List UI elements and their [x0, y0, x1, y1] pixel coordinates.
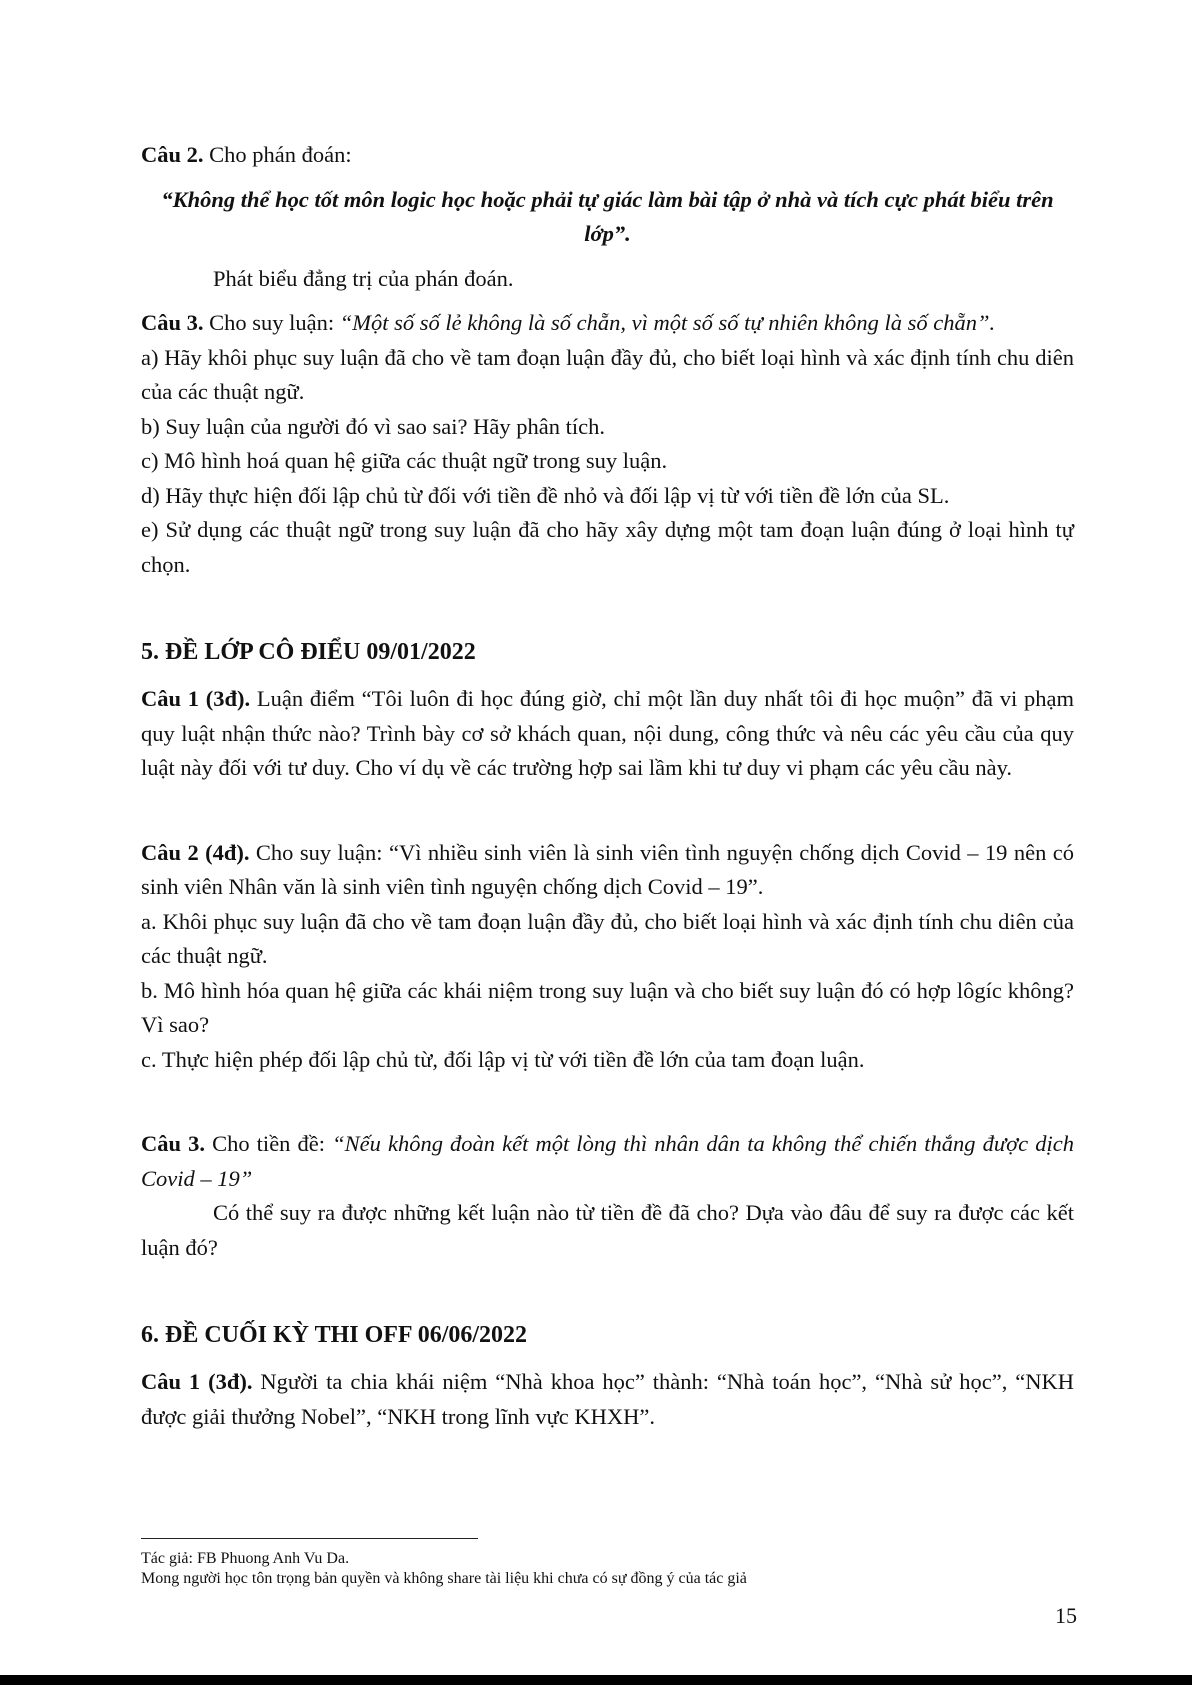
- section-heading-5: 5. ĐỀ LỚP CÔ ĐIỂU 09/01/2022: [141, 639, 476, 665]
- s5-question-1: [141, 682, 1074, 786]
- question-text: Cho suy luận:: [203, 310, 340, 335]
- s5-question-3: [141, 1127, 1074, 1196]
- question-text: Người ta chia khái niệm “Nhà khoa học” thành: “Nhà toán học”, “Nhà sử học”, “NKH được giải thưởng Nobel”, “NKH trong lĩnh vực KHXH”.: [141, 1369, 1074, 1429]
- question-3: [141, 306, 1074, 341]
- subquestion-c: c. Thực hiện phép đối lập chủ từ, đối lập vị từ với tiền đề lớn của tam đoạn luận.: [141, 1046, 865, 1072]
- s5-question-2: [141, 836, 1074, 905]
- subquestion-b: b. Mô hình hóa quan hệ giữa các khái niệm trong suy luận và cho biết suy luận đó có hợp lôgíc không? Vì sao?: [141, 977, 1074, 1037]
- question-label: Câu 2.: [141, 142, 204, 167]
- subquestion-d: d) Hãy thực hiện đối lập chủ từ đối với tiền đề nhỏ và đối lập vị từ với tiền đề lớn của SL.: [141, 482, 950, 508]
- subquestion-a: a. Khôi phục suy luận đã cho về tam đoạn luận đầy đủ, cho biết loại hình và xác định tính chu diên của các thuật ngữ.: [141, 908, 1074, 968]
- footnote-divider: [141, 1538, 478, 1539]
- question-label: Câu 3.: [141, 1131, 205, 1156]
- question-text: Luận điểm “Tôi luôn đi học đúng giờ, chỉ một lần duy nhất tôi đi học muộn” đã vi phạm quy luật nhận thức nào? Trình bày cơ sở khách quan, nội dung, công thức và nêu các yêu cầu của quy luật này đối với tư duy. Cho ví dụ về các trường hợp sai lầm khi tư duy vi phạm các yêu cầu này.: [141, 686, 1074, 780]
- question-label: Câu 3.: [141, 310, 204, 335]
- footnote-copyright: Mong người học tôn trọng bản quyền và không share tài liệu khi chưa có sự đồng ý của tác giả: [141, 1570, 747, 1587]
- question-label: Câu 1 (3đ).: [141, 1369, 253, 1394]
- question-text: Cho suy luận: “Vì nhiều sinh viên là sinh viên tình nguyện chống dịch Covid – 19 nên có sinh viên Nhân văn là sinh viên tình nguyện chống dịch Covid – 19”.: [141, 839, 1075, 899]
- proposition-quote: “Không thể học tốt môn logic học hoặc phải tự giác làm bài tập ở nhà và tích cực phát biểu trên lớp”.: [161, 186, 1054, 246]
- subquestion-e: e) Sử dụng các thuật ngữ trong suy luận đã cho hãy xây dựng một tam đoạn luận đúng ở loại hình tự chọn.: [141, 517, 1074, 577]
- question-task: Có thể suy ra được những kết luận nào từ tiền đề đã cho? Dựa vào đâu để suy ra được các kết luận đó?: [141, 1200, 1074, 1260]
- section-heading-6: 6. ĐỀ CUỐI KỲ THI OFF 06/06/2022: [141, 1322, 528, 1348]
- question-text: Cho phán đoán:: [203, 142, 352, 167]
- question-label: Câu 1 (3đ).: [141, 686, 251, 711]
- subquestion-c: c) Mô hình hoá quan hệ giữa các thuật ngữ trong suy luận.: [141, 448, 668, 473]
- premise-quote: “Nếu không đoàn kết một lòng thì nhân dân ta không thể chiến thắng được dịch Covid – 19”: [141, 1131, 1074, 1191]
- inference-quote: “Một số số lẻ không là số chẵn, vì một số số tự nhiên không là số chẵn”.: [339, 310, 996, 335]
- page-number: 15: [1055, 1603, 1077, 1628]
- subquestion-a: a) Hãy khôi phục suy luận đã cho về tam đoạn luận đầy đủ, cho biết loại hình và xác định tính chu diên của các thuật ngữ.: [141, 344, 1074, 404]
- question-task: Phát biểu đẳng trị của phán đoán.: [213, 265, 514, 291]
- question-label: Câu 2 (4đ).: [141, 839, 250, 865]
- question-2: [141, 138, 1074, 173]
- subquestion-b: b) Suy luận của người đó vì sao sai? Hãy phân tích.: [141, 413, 605, 439]
- question-text: Cho tiền đề:: [204, 1131, 333, 1156]
- footnote-author: Tác giả: FB Phuong Anh Vu Da.: [141, 1550, 350, 1567]
- bottom-border: [0, 1675, 1192, 1685]
- page-content: [141, 138, 1074, 1434]
- footnote: [141, 1538, 1074, 1589]
- s6-question-1: [141, 1365, 1074, 1434]
